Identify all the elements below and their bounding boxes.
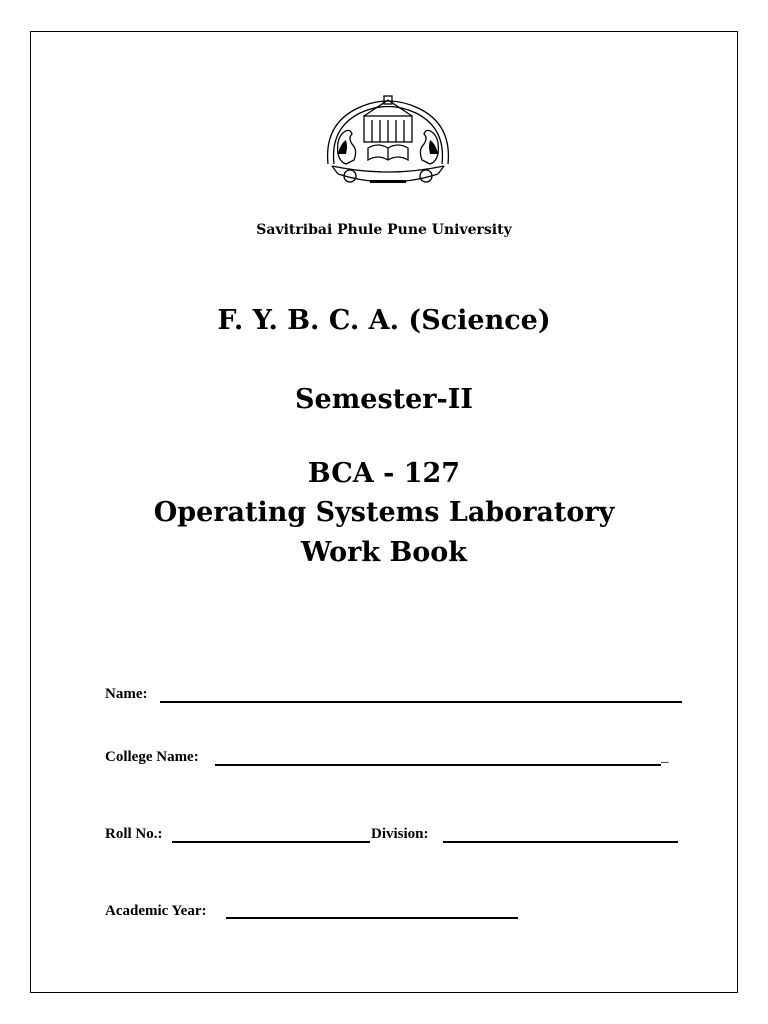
name-field[interactable] xyxy=(160,701,682,703)
roll-no-field[interactable] xyxy=(172,841,370,843)
course-name: F. Y. B. C. A. (Science) xyxy=(217,305,551,336)
workbook-title: Work Book xyxy=(300,537,467,568)
university-seal-icon xyxy=(318,94,458,196)
division-label: Division: xyxy=(371,826,429,842)
name-label: Name: xyxy=(105,686,148,702)
semester: Semester-II xyxy=(295,384,473,415)
university-name: Savitribai Phule Pune University xyxy=(256,222,512,238)
academic-year-field[interactable] xyxy=(226,917,518,919)
academic-year-label: Academic Year: xyxy=(105,903,207,919)
college-name-tail: _ xyxy=(661,749,669,765)
roll-no-label: Roll No.: xyxy=(105,826,163,842)
college-name-field[interactable] xyxy=(215,764,661,766)
division-field[interactable] xyxy=(443,841,678,843)
course-code: BCA - 127 xyxy=(307,458,461,489)
subject-title: Operating Systems Laboratory xyxy=(153,497,615,528)
college-name-label: College Name: xyxy=(105,749,199,765)
